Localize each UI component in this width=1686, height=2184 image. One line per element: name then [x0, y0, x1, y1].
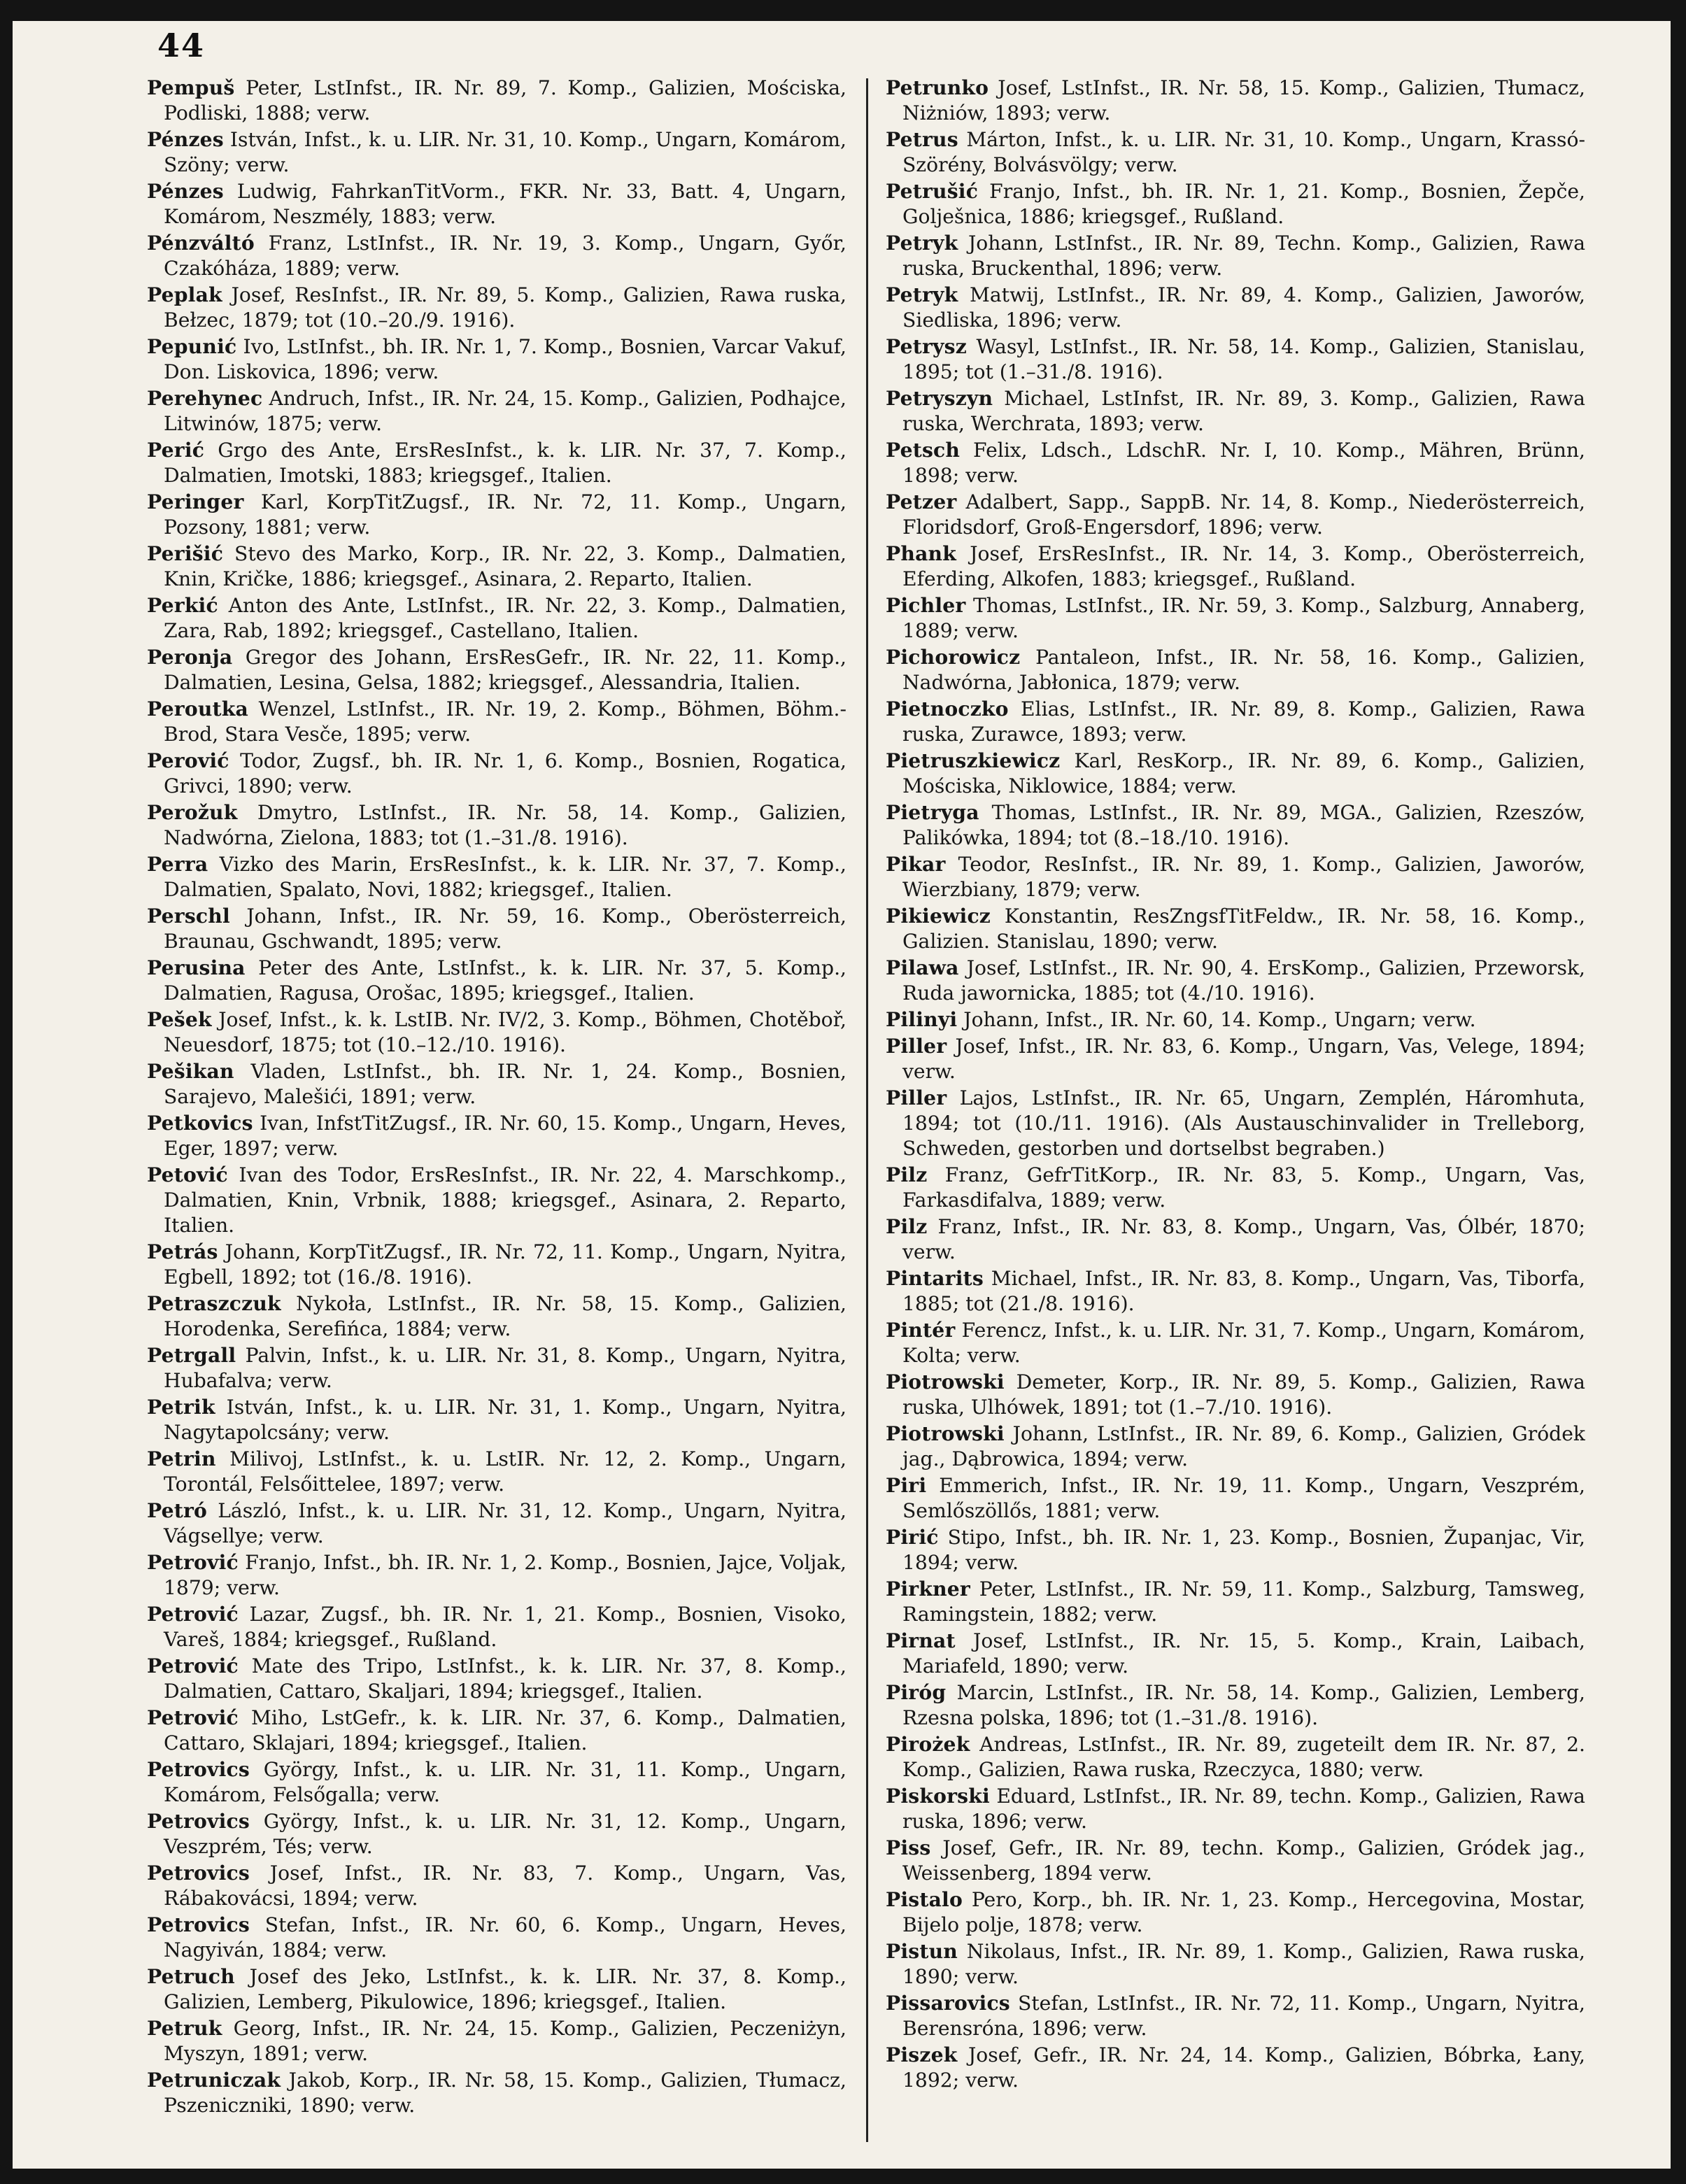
entry-surname: Petruch — [147, 1964, 235, 1988]
entry-surname: Pepunić — [147, 335, 237, 358]
entry-details: Josef, Gefr., IR. Nr. 24, 14. Komp., Galizien, Bóbrka, Łany, 1892; verw. — [902, 2043, 1585, 2092]
entry-details: Josef, LstInfst., IR. Nr. 15, 5. Komp., Krain, Laibach, Mariafeld, 1890; verw. — [902, 1629, 1585, 1678]
entry-details: Peter, LstInfst., IR. Nr. 59, 11. Komp., Salzburg, Tamsweg, Ramingstein, 1882; verw. — [902, 1577, 1585, 1626]
entry-details: Andruch, Infst., IR. Nr. 24, 15. Komp., Galizien, Podhajce, Litwinów, 1875; verw. — [164, 387, 846, 435]
entry-surname: Piskorski — [886, 1785, 990, 1808]
entry-details: Josef, ResInfst., IR. Nr. 89, 5. Komp., Galizien, Rawa ruska, Bełzec, 1879; tot (10.–20./9. 1916). — [164, 283, 846, 332]
entry-details: Lajos, LstInfst., IR. Nr. 65, Ungarn, Zemplén, Háromhuta, 1894; tot (10./11. 1916). (Als Austauschinvalider in Trelleborg, Schweden, gestorben und dortselbst begraben.) — [902, 1086, 1585, 1160]
casualty-entry — [147, 1291, 846, 1342]
entry-surname: Pirożek — [886, 1733, 970, 1756]
entry-details: Johann, LstInfst., IR. Nr. 89, 6. Komp., Galizien, Gródek jag., Dąbrowica, 1894; verw. — [902, 1422, 1585, 1470]
entry-surname: Piszek — [886, 2043, 958, 2066]
entry-surname: Perehynec — [147, 387, 263, 410]
entry-details: Thomas, LstInfst., IR. Nr. 89, MGA., Galizien, Rzeszów, Palikówka, 1894; tot (8.–18./10. 1916). — [902, 801, 1585, 849]
entry-surname: Pirnat — [886, 1629, 956, 1652]
entry-details: Nykoła, LstInfst., IR. Nr. 58, 15. Komp., Galizien, Horodenka, Serefińca, 1884; verw. — [164, 1291, 846, 1340]
casualty-entry — [886, 1525, 1585, 1575]
entry-details: Wenzel, LstInfst., IR. Nr. 19, 2. Komp., Böhmen, Böhm.-Brod, Stara Vesče, 1895; verw. — [164, 697, 846, 746]
entry-surname: Petrgall — [147, 1343, 236, 1367]
entry-details: Stevo des Marko, Korp., IR. Nr. 22, 3. Komp., Dalmatien, Knin, Kričke, 1886; kriegsgef., Asinara, 2. Reparto, Italien. — [164, 542, 846, 590]
casualty-entry — [886, 541, 1585, 592]
entry-details: Todor, Zugsf., bh. IR. Nr. 1, 6. Komp., Bosnien, Rogatica, Grivci, 1890; verw. — [164, 749, 846, 797]
casualty-entry — [886, 2043, 1585, 2093]
entry-surname: Pilz — [886, 1163, 928, 1186]
entry-details: Josef, ErsResInfst., IR. Nr. 14, 3. Komp., Oberösterreich, Eferding, Alkofen, 1883; kriegsgef., Rußland. — [902, 542, 1585, 590]
entry-details: Ivan des Todor, ErsResInfst., IR. Nr. 22, 4. Marschkomp., Dalmatien, Knin, Vrbnik, 1888; kriegsgef., Asinara, 2. Reparto, Italien. — [164, 1163, 846, 1237]
entry-surname: Petrović — [147, 1654, 239, 1678]
casualty-entry — [147, 76, 846, 126]
entry-details: István, Infst., k. u. LIR. Nr. 31, 10. Komp., Ungarn, Komárom, Szöny; verw. — [164, 128, 846, 176]
entry-details: Milivoj, LstInfst., k. u. LstIR. Nr. 12, 2. Komp., Ungarn, Torontál, Felsőittelee, 1897; verw. — [164, 1447, 846, 1496]
casualty-entry — [886, 1473, 1585, 1524]
entry-details: Dmytro, LstInfst., IR. Nr. 58, 14. Komp., Galizien, Nadwórna, Zielona, 1883; tot (1.–31./8. 1916). — [164, 801, 846, 849]
entry-surname: Perschl — [147, 905, 230, 928]
entry-surname: Pietryga — [886, 801, 979, 824]
casualty-entry — [147, 1059, 846, 1109]
entry-details: Teodor, ResInfst., IR. Nr. 89, 1. Komp., Galizien, Jaworów, Wierzbiany, 1879; verw. — [902, 853, 1585, 901]
entry-surname: Pénzváltó — [147, 232, 255, 255]
entry-surname: Pietnoczko — [886, 697, 1009, 721]
entry-details: Gregor des Johann, ErsResGefr., IR. Nr. 22, 11. Komp., Dalmatien, Lesina, Gelsa, 1882; kriegsgef., Alessandria, Italien. — [164, 646, 846, 694]
entry-surname: Piss — [886, 1836, 931, 1859]
casualty-entry — [147, 1343, 846, 1394]
entry-surname: Petrovics — [147, 1913, 250, 1936]
casualty-entry — [147, 1706, 846, 1756]
entry-surname: Petrušić — [886, 180, 979, 203]
entry-details: Karl, ResKorp., IR. Nr. 89, 6. Komp., Galizien, Mościska, Niklowice, 1884; verw. — [902, 749, 1585, 797]
casualty-entry — [886, 1836, 1585, 1886]
entry-surname: Pilawa — [886, 956, 959, 979]
casualty-entry — [886, 749, 1585, 799]
entry-details: Franz, Infst., IR. Nr. 83, 8. Komp., Ungarn, Vas, Ólbér, 1870; verw. — [902, 1215, 1585, 1263]
entry-surname: Piller — [886, 1035, 947, 1058]
casualty-entry — [147, 1111, 846, 1161]
entry-surname: Pichler — [886, 594, 966, 617]
entry-details: Stefan, LstInfst., IR. Nr. 72, 11. Komp., Ungarn, Nyitra, Berensróna, 1896; verw. — [902, 1992, 1585, 2040]
entry-details: Josef, Gefr., IR. Nr. 89, techn. Komp., Galizien, Gródek jag., Weissenberg, 1894 verw. — [902, 1836, 1585, 1885]
entry-details: Elias, LstInfst., IR. Nr. 89, 8. Komp., Galizien, Rawa ruska, Zurawce, 1893; verw. — [902, 697, 1585, 746]
entry-details: Josef, Infst., IR. Nr. 83, 7. Komp., Ungarn, Vas, Rábakovácsi, 1894; verw. — [164, 1861, 846, 1910]
entry-surname: Petrik — [147, 1395, 215, 1419]
casualty-entry — [147, 956, 846, 1006]
entry-surname: Perra — [147, 853, 208, 876]
entry-surname: Petrysz — [886, 335, 967, 358]
entry-surname: Pirić — [886, 1526, 939, 1549]
casualty-entry — [886, 593, 1585, 644]
entry-surname: Pénzes — [147, 180, 224, 203]
casualty-entry — [147, 334, 846, 385]
entry-surname: Pikiewicz — [886, 905, 991, 928]
scan-border-bottom — [0, 2169, 1686, 2184]
casualty-entry — [886, 1732, 1585, 1782]
casualty-entry — [886, 1086, 1585, 1161]
scan-border-left — [0, 0, 13, 2184]
casualty-entry — [147, 1498, 846, 1549]
casualty-entry — [886, 956, 1585, 1006]
entry-details: Palvin, Infst., k. u. LIR. Nr. 31, 8. Komp., Ungarn, Nyitra, Hubafalva; verw. — [164, 1343, 846, 1392]
casualty-entry — [147, 179, 846, 229]
entry-details: Michael, Infst., IR. Nr. 83, 8. Komp., Ungarn, Vas, Tiborfa, 1885; tot (21./8. 1916). — [902, 1267, 1585, 1315]
entry-surname: Petryk — [886, 283, 958, 306]
casualty-entry — [147, 1964, 846, 2015]
entry-surname: Pistalo — [886, 1888, 963, 1911]
casualty-entry — [886, 490, 1585, 540]
casualty-entry — [886, 645, 1585, 695]
entry-details: Franjo, Infst., bh. IR. Nr. 1, 21. Komp., Bosnien, Žepče, Golješnica, 1886; kriegsgef., Rußland. — [902, 180, 1585, 228]
entry-details: Peter, LstInfst., IR. Nr. 89, 7. Komp., Galizien, Mościska, Podliski, 1888; verw. — [164, 76, 846, 125]
casualty-entry — [147, 1602, 846, 1652]
entry-surname: Phank — [886, 542, 956, 565]
casualty-entry — [886, 1629, 1585, 1679]
casualty-entry — [886, 1784, 1585, 1834]
casualty-entry — [147, 1395, 846, 1445]
entry-details: György, Infst., k. u. LIR. Nr. 31, 12. Komp., Ungarn, Veszprém, Tés; verw. — [164, 1809, 846, 1858]
entry-surname: Piotrowski — [886, 1370, 1005, 1394]
entry-surname: Petruniczak — [147, 2068, 281, 2092]
entry-surname: Pichorowicz — [886, 646, 1021, 669]
casualty-entry — [147, 1550, 846, 1601]
entry-surname: Piller — [886, 1086, 947, 1110]
entry-surname: Pissarovics — [886, 1992, 1010, 2015]
casualty-entry — [886, 1007, 1585, 1033]
casualty-entry — [886, 1421, 1585, 1472]
casualty-entry — [147, 283, 846, 333]
page-number: 44 — [157, 27, 206, 64]
entry-details: Josef, Infst., IR. Nr. 83, 6. Komp., Ungarn, Vas, Velege, 1894; verw. — [902, 1035, 1585, 1083]
entry-surname: Petrovics — [147, 1757, 250, 1781]
casualty-entry — [147, 645, 846, 695]
entry-surname: Petryszyn — [886, 387, 993, 410]
entry-surname: Petrovics — [147, 1809, 250, 1833]
entry-details: István, Infst., k. u. LIR. Nr. 31, 1. Komp., Ungarn, Nyitra, Nagytapolcsány; verw. — [164, 1395, 846, 1444]
entry-details: Emmerich, Infst., IR. Nr. 19, 11. Komp., Ungarn, Veszprém, Semlőszöllős, 1881; verw. — [902, 1474, 1585, 1522]
casualty-entry — [886, 127, 1585, 178]
entry-details: Márton, Infst., k. u. LIR. Nr. 31, 10. Komp., Ungarn, Krassó-Szörény, Bolvásvölgy; verw. — [902, 128, 1585, 176]
entry-details: Ferencz, Infst., k. u. LIR. Nr. 31, 7. Komp., Ungarn, Komárom, Kolta; verw. — [902, 1319, 1585, 1367]
casualty-entry — [147, 1654, 846, 1704]
entry-surname: Pempuš — [147, 76, 235, 99]
entry-surname: Pikar — [886, 853, 946, 876]
column-divider — [866, 78, 868, 2142]
entry-surname: Peplak — [147, 283, 222, 306]
entry-surname: Pilinyi — [886, 1008, 958, 1031]
entry-details: Ivan, InfstTitZugsf., IR. Nr. 60, 15. Komp., Ungarn, Heves, Eger, 1897; verw. — [164, 1112, 846, 1160]
entry-surname: Perusina — [147, 956, 246, 979]
entry-details: Stipo, Infst., bh. IR. Nr. 1, 23. Komp., Bosnien, Županjac, Vir, 1894; verw. — [902, 1526, 1585, 1574]
entry-details: Pantaleon, Infst., IR. Nr. 58, 16. Komp., Galizien, Nadwórna, Jabłonica, 1879; verw. — [902, 646, 1585, 694]
casualty-entry — [886, 1214, 1585, 1265]
entry-surname: Petrus — [886, 128, 958, 151]
entry-surname: Petrás — [147, 1240, 218, 1263]
entry-details: Demeter, Korp., IR. Nr. 89, 5. Komp., Galizien, Rawa ruska, Ulhówek, 1891; tot (1.–7./10. 1916). — [902, 1370, 1585, 1419]
entry-surname: Petrović — [147, 1706, 239, 1729]
entry-details: Stefan, Infst., IR. Nr. 60, 6. Komp., Ungarn, Heves, Nagyiván, 1884; verw. — [164, 1913, 846, 1962]
casualty-entry — [147, 1809, 846, 1859]
casualty-entry — [886, 852, 1585, 902]
entry-surname: Petrunko — [886, 76, 989, 99]
casualty-entry — [147, 127, 846, 178]
entry-details: Ivo, LstInfst., bh. IR. Nr. 1, 7. Komp., Bosnien, Varcar Vakuf, Don. Liskovica, 1896; verw. — [164, 335, 846, 383]
entry-details: Konstantin, ResZngsfTitFeldw., IR. Nr. 58, 16. Komp., Galizien. Stanislau, 1890; verw. — [902, 905, 1585, 953]
casualty-entry — [886, 438, 1585, 488]
casualty-entry — [886, 76, 1585, 126]
casualty-entry — [147, 593, 846, 644]
entry-details: Georg, Infst., IR. Nr. 24, 15. Komp., Galizien, Peczeniżyn, Myszyn, 1891; verw. — [164, 2016, 846, 2065]
casualty-entry — [886, 1163, 1585, 1213]
entry-details: Thomas, LstInfst., IR. Nr. 59, 3. Komp., Salzburg, Annaberg, 1889; verw. — [902, 594, 1585, 642]
entry-details: György, Infst., k. u. LIR. Nr. 31, 11. Komp., Ungarn, Komárom, Felsőgalla; verw. — [164, 1757, 846, 1806]
entry-details: Adalbert, Sapp., SappB. Nr. 14, 8. Komp., Niederösterreich, Floridsdorf, Groß-Engersdorf, 1896; verw. — [902, 490, 1585, 539]
entry-details: Ludwig, FahrkanTitVorm., FKR. Nr. 33, Batt. 4, Ungarn, Komárom, Neszmély, 1883; verw. — [164, 180, 846, 228]
entry-surname: Pešikan — [147, 1060, 234, 1083]
casualty-entry — [147, 2016, 846, 2066]
entry-surname: Petkovics — [147, 1112, 253, 1135]
entry-details: Karl, KorpTitZugsf., IR. Nr. 72, 11. Komp., Ungarn, Pozsony, 1881; verw. — [164, 490, 846, 539]
entry-surname: Petryk — [886, 232, 958, 255]
entry-details: Felix, Ldsch., LdschR. Nr. I, 10. Komp., Mähren, Brünn, 1898; verw. — [902, 439, 1585, 487]
entry-surname: Perožuk — [147, 801, 238, 824]
casualty-entry — [147, 800, 846, 851]
entry-details: Johann, KorpTitZugsf., IR. Nr. 72, 11. Komp., Ungarn, Nyitra, Egbell, 1892; tot (16./8. 1916). — [164, 1240, 846, 1289]
entry-details: Eduard, LstInfst., IR. Nr. 89, techn. Komp., Galizien, Rawa ruska, 1896; verw. — [902, 1785, 1585, 1833]
scan-border-top — [0, 0, 1686, 21]
entry-details: Josef, Infst., k. k. LstIB. Nr. IV/2, 3. Komp., Böhmen, Chotěboř, Neuesdorf, 1875; tot (10.–12./10. 1916). — [164, 1008, 846, 1056]
entry-details: Wasyl, LstInfst., IR. Nr. 58, 14. Komp., Galizien, Stanislau, 1895; tot (1.–31./8. 1916). — [902, 335, 1585, 383]
entry-surname: Pilz — [886, 1215, 928, 1238]
entry-details: Grgo des Ante, ErsResInfst., k. k. LIR. Nr. 37, 7. Komp., Dalmatien, Imotski, 1883; kriegsgef., Italien. — [164, 439, 846, 487]
casualty-entry — [147, 1913, 846, 1963]
entry-details: Josef, LstInfst., IR. Nr. 90, 4. ErsKomp., Galizien, Przeworsk, Ruda jawornicka, 1885; tot (4./10. 1916). — [902, 956, 1585, 1005]
casualty-entry — [886, 904, 1585, 954]
right-column — [886, 76, 1585, 2146]
casualty-entry — [147, 1757, 846, 1808]
casualty-entry — [147, 438, 846, 488]
casualty-entry — [147, 749, 846, 799]
casualty-entry — [886, 231, 1585, 281]
entry-surname: Petrin — [147, 1447, 216, 1470]
casualty-entry — [886, 1991, 1585, 2041]
entry-details: Mate des Tripo, LstInfst., k. k. LIR. Nr. 37, 8. Komp., Dalmatien, Cattaro, Skaljari, 1894; kriegsgef., Italien. — [164, 1654, 846, 1703]
entry-surname: Perović — [147, 749, 229, 772]
casualty-entry — [886, 1939, 1585, 1990]
entry-details: Josef des Jeko, LstInfst., k. k. LIR. Nr. 37, 8. Komp., Galizien, Lemberg, Pikulowice, 1896; kriegsgef., Italien. — [164, 1964, 846, 2013]
entry-surname: Piri — [886, 1474, 927, 1497]
entry-surname: Peronja — [147, 646, 233, 669]
entry-surname: Perkić — [147, 594, 218, 617]
casualty-entry — [147, 1240, 846, 1290]
entry-details: Franz, LstInfst., IR. Nr. 19, 3. Komp., Ungarn, Győr, Czakóháza, 1889; verw. — [164, 232, 846, 280]
entry-surname: Petruk — [147, 2016, 222, 2040]
entry-surname: Petović — [147, 1163, 228, 1186]
left-column — [147, 76, 846, 2146]
entry-surname: Peringer — [147, 490, 244, 513]
entry-surname: Petrović — [147, 1602, 239, 1626]
entry-surname: Peroutka — [147, 697, 248, 721]
entry-details: Peter des Ante, LstInfst., k. k. LIR. Nr. 37, 5. Komp., Dalmatien, Ragusa, Orošac, 1895; kriegsgef., Italien. — [164, 956, 846, 1005]
casualty-entry — [886, 283, 1585, 333]
casualty-entry — [147, 2068, 846, 2118]
casualty-entry — [886, 179, 1585, 229]
casualty-entry — [147, 1163, 846, 1238]
casualty-entry — [886, 1318, 1585, 1368]
casualty-entry — [147, 231, 846, 281]
entry-details: Miho, LstGefr., k. k. LIR. Nr. 37, 6. Komp., Dalmatien, Cattaro, Sklajari, 1894; kriegsgef., Italien. — [164, 1706, 846, 1754]
entry-surname: Petzer — [886, 490, 957, 513]
entry-details: Johann, Infst., IR. Nr. 59, 16. Komp., Oberösterreich, Braunau, Gschwandt, 1895; verw. — [164, 905, 846, 953]
casualty-entry — [147, 490, 846, 540]
entry-details: Vizko des Marin, ErsResInfst., k. k. LIR. Nr. 37, 7. Komp., Dalmatien, Spalato, Novi, 1882; kriegsgef., Italien. — [164, 853, 846, 901]
entry-details: Anton des Ante, LstInfst., IR. Nr. 22, 3. Komp., Dalmatien, Zara, Rab, 1892; kriegsgef., Castellano, Italien. — [164, 594, 846, 642]
entry-details: Franjo, Infst., bh. IR. Nr. 1, 2. Komp., Bosnien, Jajce, Voljak, 1879; verw. — [164, 1550, 846, 1599]
casualty-entry — [886, 1266, 1585, 1317]
casualty-entry — [147, 904, 846, 954]
scan-border-right — [1671, 0, 1686, 2184]
entry-surname: Pintér — [886, 1319, 956, 1342]
casualty-entry — [147, 852, 846, 902]
entry-surname: Perić — [147, 439, 205, 462]
entry-details: Michael, LstInfst, IR. Nr. 89, 3. Komp., Galizien, Rawa ruska, Werchrata, 1893; verw. — [902, 387, 1585, 435]
casualty-entry — [886, 334, 1585, 385]
casualty-entry — [886, 1887, 1585, 1938]
entry-surname: Petsch — [886, 439, 961, 462]
casualty-entry — [886, 1034, 1585, 1084]
entry-details: Jakob, Korp., IR. Nr. 58, 15. Komp., Galizien, Tłumacz, Pszeniczniki, 1890; verw. — [164, 2068, 846, 2117]
entry-details: László, Infst., k. u. LIR. Nr. 31, 12. Komp., Ungarn, Nyitra, Vágsellye; verw. — [164, 1498, 846, 1547]
entry-surname: Petró — [147, 1498, 208, 1522]
casualty-entry — [147, 386, 846, 437]
casualty-entry — [886, 1680, 1585, 1731]
casualty-entry — [886, 697, 1585, 747]
entry-details: Johann, Infst., IR. Nr. 60, 14. Komp., Ungarn; verw. — [963, 1008, 1476, 1031]
entry-details: Josef, LstInfst., IR. Nr. 58, 15. Komp., Galizien, Tłumacz, Niżniów, 1893; verw. — [902, 76, 1585, 125]
entry-details: Johann, LstInfst., IR. Nr. 89, Techn. Komp., Galizien, Rawa ruska, Bruckenthal, 1896; verw. — [902, 232, 1585, 280]
entry-surname: Petrović — [147, 1550, 239, 1574]
casualty-entry — [147, 1861, 846, 1911]
entry-surname: Piróg — [886, 1681, 947, 1704]
entry-surname: Pénzes — [147, 128, 224, 151]
casualty-entry — [886, 1577, 1585, 1627]
casualty-entry — [147, 1447, 846, 1497]
entry-details: Franz, GefrTitKorp., IR. Nr. 83, 5. Komp., Ungarn, Vas, Farkasdifalva, 1889; verw. — [902, 1163, 1585, 1212]
entry-surname: Pintarits — [886, 1267, 984, 1290]
entry-details: Pero, Korp., bh. IR. Nr. 1, 23. Komp., Hercegovina, Mostar, Bijelo polje, 1878; verw. — [902, 1888, 1585, 1936]
entry-surname: Piotrowski — [886, 1422, 1005, 1445]
entry-details: Marcin, LstInfst., IR. Nr. 58, 14. Komp., Galizien, Lemberg, Rzesna polska, 1896; tot (1.–31./8. 1916). — [902, 1681, 1585, 1729]
entry-details: Andreas, LstInfst., IR. Nr. 89, zugeteilt dem IR. Nr. 87, 2. Komp., Galizien, Rawa ruska, Rzeczyca, 1880; verw. — [902, 1733, 1585, 1781]
casualty-entry — [147, 541, 846, 592]
entry-details: Lazar, Zugsf., bh. IR. Nr. 1, 21. Komp., Bosnien, Visoko, Vareš, 1884; kriegsgef., Rußland. — [164, 1602, 846, 1651]
casualty-entry — [147, 697, 846, 747]
casualty-entry — [886, 1370, 1585, 1420]
casualty-entry — [147, 1007, 846, 1058]
casualty-entry — [886, 800, 1585, 851]
entry-details: Matwij, LstInfst., IR. Nr. 89, 4. Komp., Galizien, Jaworów, Siedliska, 1896; verw. — [902, 283, 1585, 332]
entry-surname: Petraszczuk — [147, 1291, 281, 1315]
entry-surname: Pešek — [147, 1008, 212, 1031]
entry-surname: Perišić — [147, 542, 224, 565]
entry-surname: Pietruszkiewicz — [886, 749, 1061, 772]
entry-details: Vladen, LstInfst., bh. IR. Nr. 1, 24. Komp., Bosnien, Sarajevo, Malešići, 1891; verw. — [164, 1060, 846, 1108]
casualty-entry — [886, 386, 1585, 437]
entry-surname: Pistun — [886, 1940, 958, 1963]
entry-details: Nikolaus, Infst., IR. Nr. 89, 1. Komp., Galizien, Rawa ruska, 1890; verw. — [902, 1940, 1585, 1988]
entry-surname: Petrovics — [147, 1861, 250, 1885]
entry-surname: Pirkner — [886, 1577, 970, 1601]
